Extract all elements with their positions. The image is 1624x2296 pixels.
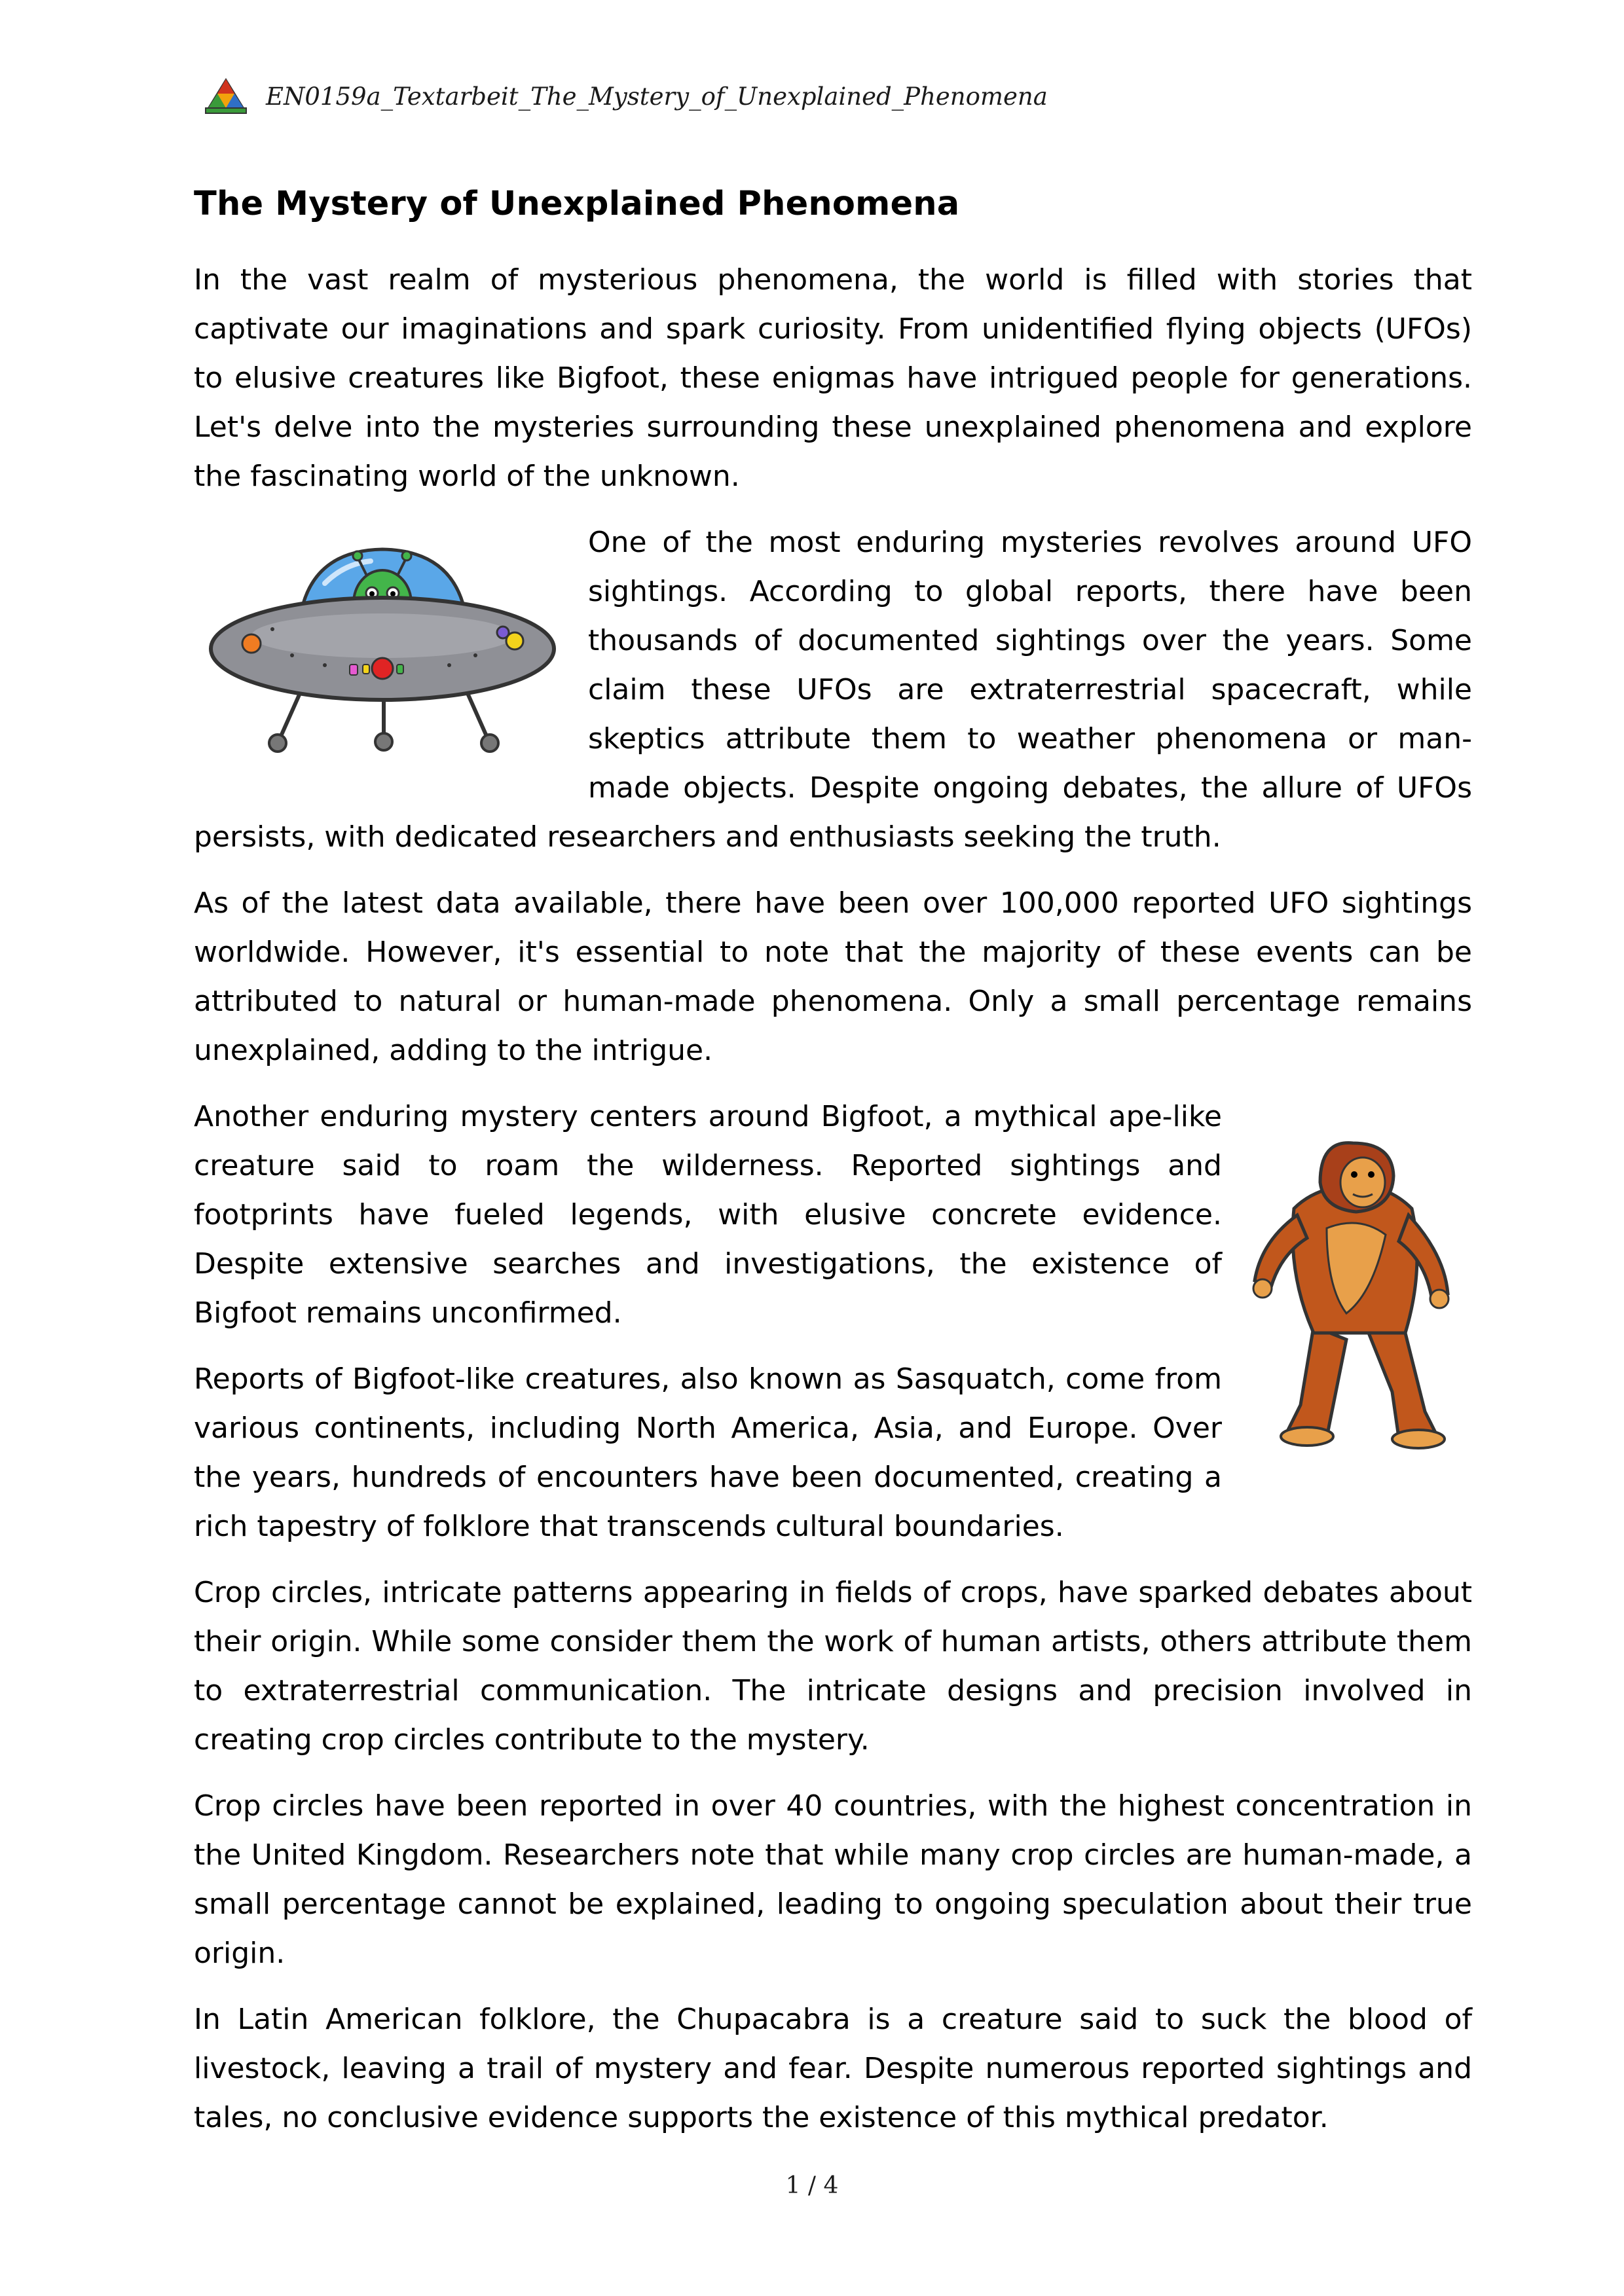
paragraph-ufo-statistics: As of the latest data available, there have been over 100,000 reported UFO sightings worldwide. However, it's essential to note that the majority of these events can be attributed to natural or human-made phenomena. Only a small percentage remains unexplained, adding to the intrigue. [194, 886, 1472, 1067]
bigfoot-icon [1242, 1130, 1458, 1457]
document-filename: EN0159a_Textarbeit_The_Mystery_of_Unexplained_Phenomena [266, 82, 1048, 111]
pyramid-logo-icon [203, 77, 249, 116]
paragraph-crop-circles: Crop circles, intricate patterns appearing in fields of crops, have sparked debates about their origin. While some consider them the work of human artists, others attribute them to extraterrestrial communication. The intricate designs and precision involved in creating crop circles contribute to the mystery. [194, 1576, 1472, 1757]
paragraph-chupacabra: In Latin American folklore, the Chupacabra is a creature said to suck the blood of livestock, leaving a trail of mystery and fear. Despite numerous reported sightings and tales, no conclusive evidence supports the existence of this mythical predator. [194, 2003, 1472, 2134]
paragraph-sasquatch: Reports of Bigfoot-like creatures, also known as Sasquatch, come from various continents, including North America, Asia, and Europe. Over the years, hundreds of encounters have been documented, creating a rich tapestry of folklore that transcends cultural boundaries. [194, 1362, 1222, 1543]
paragraph-ufo-sightings: One of the most enduring mysteries revolves around UFO sightings. According to global reports, there have been thousands of documented sightings over the years. Some claim these UFOs are extraterrestrial spacecraft, while skeptics attribute them to weather phenomena or man-made objects. Despite ongoing debates, the allure of UFOs persists, with dedicated researchers and enthusiasts seeking the truth. [194, 526, 1472, 854]
page-title: The Mystery of Unexplained Phenomena [194, 185, 960, 223]
paragraph-bigfoot: Another enduring mystery centers around Bigfoot, a mythical ape-like creature said to roam the wilderness. Reported sightings and footprints have fueled legends, with elusive concrete evidence. Despite extensive searches and investigations, the existence of Bigfoot remains unconfirmed. [194, 1100, 1222, 1330]
ufo-alien-icon [200, 531, 564, 767]
article-body [194, 255, 1472, 2159]
paragraph-intro: In the vast realm of mysterious phenomena, the world is filled with stories that captivate our imaginations and spark curiosity. From unidentified flying objects (UFOs) to elusive creatures like Bigfoot, these enigmas have intrigued people for generations. Let's delve into the mysteries surrounding these unexplained phenomena and explore the fascinating world of the unknown. [194, 263, 1472, 493]
paragraph-crop-circles-statistics: Crop circles have been reported in over 40 countries, with the highest concentration in the United Kingdom. Researchers note that while many crop circles are human-made, a small percentage cannot be explained, leading to ongoing speculation about their true origin. [194, 1789, 1472, 1970]
page-header [203, 73, 1048, 119]
bigfoot-illustration [1242, 1130, 1458, 1457]
ufo-illustration [200, 518, 564, 767]
page-number: 1 / 4 [785, 2172, 839, 2199]
